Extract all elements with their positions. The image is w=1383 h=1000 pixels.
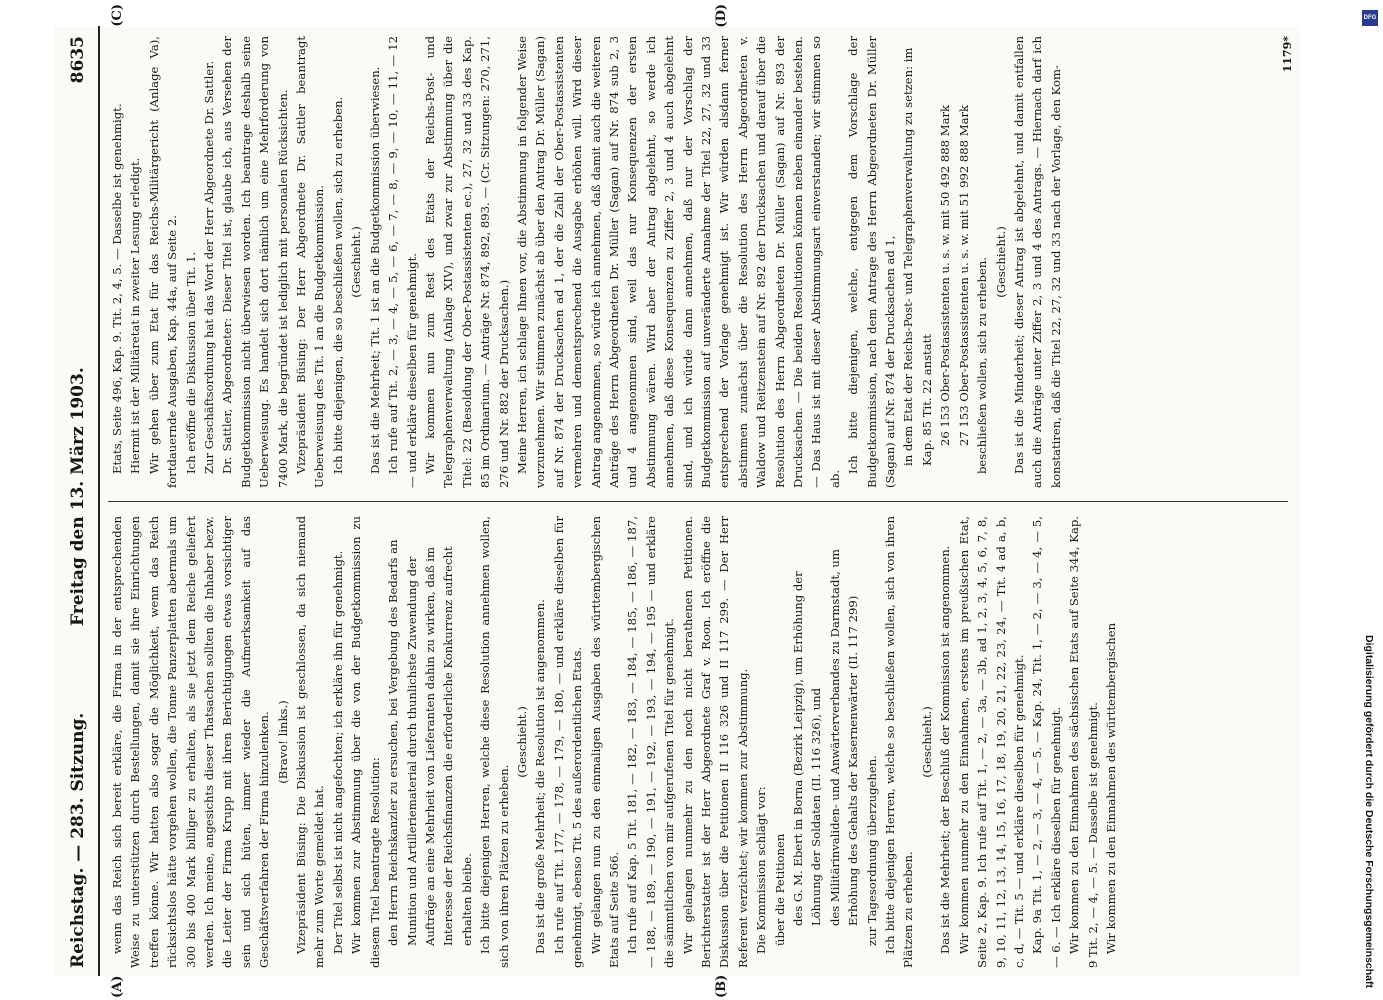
- paragraph: Das ist die große Mehrheit; die Resolution ist angenommen.: [533, 599, 548, 954]
- paragraph: Die Kommission schlägt vor:: [754, 786, 769, 954]
- paragraph: 26 153 Ober-Postassistenten u. s. w. mit 50 492 888 Mark: [938, 104, 953, 446]
- paragraph: Das ist die Mehrheit; der Beschluß der Kommission ist angenommen.: [938, 545, 953, 954]
- paragraph: Wir kommen zu den Einnahmen des württembergischen: [1103, 622, 1118, 954]
- paragraph: Etats, Seite 496, Kap. 9. Tit. 2, 4, 5. — Dasselbe ist genehmigt.: [110, 103, 124, 474]
- paragraph: Das ist die Mehrheit; Tit. 1 ist an die Budgetkommission überwiesen.: [367, 66, 382, 474]
- paragraph: Ich bitte diejenigen Herren, welche so beschließen wollen, sich von ihren Plätzen zu erheben.: [883, 516, 916, 968]
- paragraph: Ich bitte diejenigen, die so beschließen wollen, sich zu erheben.: [330, 96, 345, 474]
- paragraph: Ich bitte diejenigen, welche, entgegen dem Vorschlage der Budgetkommission, nach dem Antrage des Herrn Abgeordneten Dr. Müller (Sagan) auf Nr. 874 der Drucksachen ad 1,: [846, 36, 898, 488]
- paragraph: des G. M. Ebert in Borna (Bezirk Leipzig), um Erhöhung der Löhnung der Soldaten (II. 116 326), und: [791, 571, 824, 926]
- paragraph: Ich rufe auf Tit. 2, — 3, — 4, — 5, — 6, — 7, — 8, — 9, — 10, — 11, — 12 — und erkläre dieselben für genehmigt.: [386, 36, 419, 488]
- paragraph: Meine Herren, ich schlage Ihnen vor, die Abstimmung in folgender Weise vorzunehmen. Wir stimmen zunächst ab über den Antrag Dr. Müller (Sagan) auf Nr. 874 der Drucksachen ad 1, der die Zahl der Ober-Postassistenten vermehren und dementsprechend die Ausgabe erhöhen will. Wird dieser Antrag angenommen, so würde ich annehmen, daß damit auch die weiteren Anträge des Herrn Abgeordneten Dr. Müller (Sagan) auf Nr. 874 sub 2, 3 und 4 angenommen sind, weil das nur Konsequenzen der ersten Abstimmung wären. Wird aber der Antrag abgelehnt, so werde ich annehmen, daß diese Konsequenzen zu Ziffer 2, 3 und 4 auch abgelehnt sind, und ich würde dann annehmen, daß nur der Vorschlag der Budgetkommission auf unveränderte Annahme der Titel 22, 27, 32 und 33 entsprechend der Vorlage genehmigt ist. Wir würden alsdann ferner abstimmen zunächst über die Resolution des Herrn Abgeordneten v. Waldow und Reitzenstein auf Nr. 892 der Drucksachen und darauf über die Resolution des Herrn Abgeordneten Dr. Müller (Sagan) auf Nr. 893 der Drucksachen. — Die beiden Resolutionen können neben einander bestehen. — Das Haus ist mit dieser Abstimmungsart einverstanden; wir stimmen so ab.: [514, 36, 842, 488]
- footer-sheet-number: 1179*: [1281, 36, 1294, 73]
- paragraph: (Geschieht.): [993, 226, 1008, 298]
- paragraph: Wir gehen über zum Etat für das Reichs-Militärgericht (Anlage Va), fortdauernde Ausgaben, Kap. 44a, auf Seite 2.: [146, 36, 180, 488]
- digitization-note: [1360, 12, 1378, 988]
- header-page-number: 8635: [68, 36, 88, 84]
- paragraph: (Bravo! links.): [275, 700, 290, 784]
- paragraph: Ich rufe auf Tit. 177, — 178, — 179, — 180, — und erkläre dieselben für genehmigt, ebenso Tit. 5 des außerordentlichen Etats.: [551, 516, 585, 968]
- paragraph: Wir kommen zu den Einnahmen des sächsischen Etats auf Seite 344, Kap. 9 Tit. 2, — 4, — 5. — Dasselbe ist genehmigt.: [1067, 516, 1100, 968]
- paragraph: den Herrn Reichskanzler zu ersuchen, bei Vergebung des Bedarfs an Munition und Artilleriematerial durch thunlichste Zuwendung der Aufträge an eine Mehrheit von Lieferanten dahin zu wirken, daß im Interesse der Reichsfinanzen die erforderliche Konkurrenz aufrecht erhalten bleibe.: [386, 539, 474, 946]
- paragraph: Dr. Sattler, Abgeordneter: Dieser Titel ist, glaube ich, aus Versehen der Budgetkommission nicht überwiesen worden. Ich beantrage deshalb seine Ueberweisung. Es handelt sich dort nämlich um eine Mehrforderung von 7400 Mark, die begründet ist lediglich mit personalen Rücksichten.: [220, 36, 290, 488]
- digitization-note-text: Digitalisierung gefördert durch die Deutsche Forschungsgemeinschaft: [1363, 635, 1375, 988]
- dfg-logo-icon: DFG: [1362, 10, 1378, 26]
- paragraph: zur Tagesordnung überzugehen.: [864, 755, 879, 946]
- paragraph: Das ist die Minderheit; dieser Antrag ist abgelehnt, und damit entfallen auch die Anträge unter Ziffer 2, 3 und 4 des Antrags. — Hiernach darf ich konstatiren, daß die Titel 22, 27, 32 und 33 nach der Vorlage, den Kom-: [1011, 36, 1063, 488]
- margin-marker-b: (B): [714, 974, 729, 998]
- scanned-page: [54, 4, 1300, 998]
- paragraph: (Geschieht.): [514, 706, 529, 778]
- paragraph: Wir gelangen nun zu den einmaligen Ausgaben des württembergischen Etats auf Seite 566.: [588, 516, 621, 968]
- paragraph: über die Petitionen: [772, 833, 787, 946]
- paragraph: Ich bitte diejenigen Herren, welche diese Resolution annehmen wollen, sich von ihren Plätzen zu erheben.: [478, 516, 511, 968]
- paragraph: Kap. 9a Tit. 1, — 2, — 3, — 4, — 5. — Kap. 24, Tit. 1, — 2, — 3, — 4, — 5, — 6. — Ich erkläre dieselben für genehmigt.: [1030, 516, 1063, 968]
- paragraph: 27 153 Ober-Postassistenten u. s. w. mit 51 992 888 Mark: [956, 104, 971, 446]
- paragraph: (Geschieht.): [919, 706, 934, 778]
- margin-marker-d: (D): [714, 4, 729, 28]
- paragraph: Wir gelangen nunmehr zu den noch nicht berathenen Petitionen. Berichterstatter ist der Herr Abgeordnete Graf v. Roon. Ich eröffne die Diskussion über die Petitionen II 116 326 und II 117 299. — Der Herr Referent verzichtet; wir kommen zur Abstimmung.: [680, 516, 750, 968]
- margin-marker-a: (A): [110, 975, 125, 998]
- paragraph: in dem Etat der Reichs-Post- und Telegraphenverwaltung zu setzen: im Kap. 85 Tit. 22 anstatt: [901, 47, 934, 466]
- paragraph: Wir kommen nun zum Rest des Etats der Reichs-Post- und Telegraphenverwaltung (Anlage XIV), und zwar zur Abstimmung über die Titel: 22 (Besoldung der Ober-Postassistenten ec.), 27, 32 und 33 des Kap. 85 im Ordinarium. — Anträge Nr. 874, 892, 893. — (Cr. Sitzungen: 270, 271, 276 und Nr. 882 der Drucksachen.): [422, 36, 511, 488]
- paragraph: Ich rufe auf Kap. 5 Tit. 181, — 182, — 183, — 184, — 185, — 186, — 187, — 188, — 189, — 190, — 191, — 192, — 193, — 194, — 195 — und erkläre die sämmtlichen von mir aufgerufenen Titel für genehmigt.: [625, 516, 677, 968]
- right-text-column: [108, 36, 1288, 488]
- column-divider: [108, 501, 1288, 502]
- paragraph: des Militärinvaliden- und Anwärterverbandes zu Darmstadt, um Erhöhung des Gehalts der Kasernenwärter (II. 117 299): [827, 549, 861, 926]
- margin-marker-c: (C): [110, 4, 125, 27]
- paragraph: Vizepräsident Büsing: Der Herr Abgeordnete Dr. Sattler beantragt Ueberweisung des Tit. 1 an die Budgetkommission.: [294, 36, 327, 488]
- paragraph: Zur Geschäftsordnung hat das Wort der Herr Abgeordnete Dr. Sattler.: [202, 60, 217, 474]
- paragraph: Ich eröffne die Diskussion über Tit. 1.: [183, 251, 198, 474]
- header-date: Freitag den 13. März 1903.: [68, 367, 88, 626]
- header-rule: [98, 26, 100, 976]
- page-header: [62, 26, 96, 976]
- paragraph: Wir kommen nunmehr zu den Einnahmen, erstens im preußischen Etat, Seite 2, Kap. 9. Ich rufe auf Tit. 1, — 2, — 3a, — 3b, ad 1, 2, 3, 4, 5, 6, 7, 8, 9, 10, 11, 12, 13, 14, 15, 16, 17, 18, 19, 20, 21, 22, 23, 24, — Tit. 4 ad a, b, c, d, — Tit. 5 — und erkläre dieselben für genehmigt.: [956, 516, 1026, 968]
- paragraph: Der Titel selbst ist nicht angefochten; ich erkläre ihn für genehmigt.: [330, 550, 345, 954]
- paragraph: wenn das Reich sich bereit erkläre, die Firma in der entsprechenden Weise zu unterstützen durch Bestellungen, damit sie ihre Einrichtungen treffen könne. Wir hatten also sogar die Möglichkeit, wenn das Reich rücksichtslos hätte vorgehen wollen, die Tonne Panzerplatten abermals um 300 bis 400 Mark billiger zu erhalten, als sie jetzt dem Reiche geliefert werden. Ich meine, angesichts dieser Thatsachen sollten die Inhaber bezw. die Leiter der Firma Krupp mit ihren Berichtigungen etwas vorsichtiger sein und sich hüten, immer wieder die Aufmerksamkeit auf das Geschäftsverfahren der Firma hinzulenken.: [110, 516, 272, 968]
- paragraph: beschließen wollen, sich zu erheben.: [975, 257, 990, 474]
- paragraph: Wir kommen zur Abstimmung über die von der Budgetkommission zu diesem Titel beantragte Resolution:: [349, 516, 382, 968]
- paragraph: (Geschieht.): [349, 226, 364, 298]
- left-text-column: [108, 516, 1288, 968]
- header-session-title: Reichstag. — 283. Sitzung.: [68, 712, 88, 968]
- paragraph: Vizepräsident Büsing: Die Diskussion ist geschlossen, da sich niemand mehr zum Worte gemeldet hat.: [294, 516, 327, 968]
- paragraph: Hiermit ist der Militäretat in zweiter Lesung erledigt.: [128, 157, 143, 474]
